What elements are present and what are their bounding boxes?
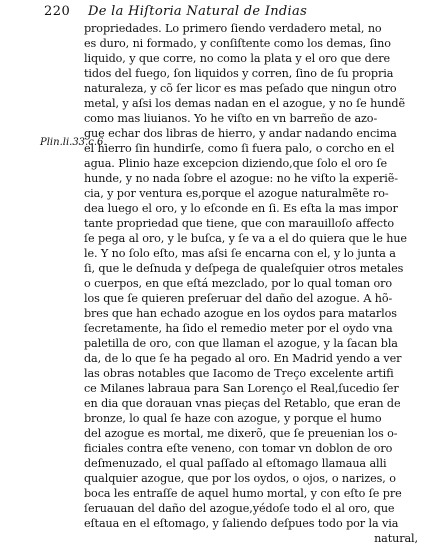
page-number: 220 [44,4,71,19]
text-line: ce Milanes labraua para San Lorenço el Real,ſucedio ſer [84,382,399,395]
text-line: ſe pega al oro, y le buſca, y ſe va a el do quiera que le hue [84,232,407,245]
text-line: hunde, y no nada ſobre el azogue: no he viſto la experiẽ- [84,172,398,185]
text-line: del azogue es mortal, me dixerõ, que ſe preuenian los o- [84,427,398,440]
text-line: le. Y no ſolo eſto, mas aſsi ſe encarna con el, y lo junta a [84,247,396,260]
text-line: como mas liuianos. Yo he viſto en vn barreño de azo- [84,112,378,125]
text-line: bres que han echado azogue en los oydos para matarlos [84,307,397,320]
running-title: De la Hiſtoria Natural de Indias [88,4,308,19]
text-line: eſtaua en el eſtomago, y ſaliendo deſpues todo por la via [84,517,399,530]
text-line: el hierro ſin hundirſe, como ſi fuera palo, o corcho en el [84,142,395,155]
text-line: cia, y por ventura es,porque el azogue naturalmẽte ro- [84,187,389,200]
text-line: da, de lo que ſe ha pegado al oro. En Madrid yendo a ver [84,352,402,365]
text-line: ſeruauan del daño del azogue,yédoſe todo el al oro, que [84,502,395,515]
text-line: los que ſe quieren preſeruar del daño del azogue. A hõ- [84,292,393,305]
text-line: agua. Plinio haze excepcion diziendo,que ſolo el oro ſe [84,157,388,170]
text-line: deſmenuzado, el qual paſſado al eſtomago llamaua alli [84,457,387,470]
text-line: tidos del fuego, ſon liquidos y corren, ſino de ſu propria [84,67,394,80]
text-line: naturaleza, y cõ ſer licor es mas peſado que ningun otro [84,82,397,95]
marginal-note: Plin.li.33.c.6. [40,137,107,148]
text-line: dea luego el oro, y lo eſconde en ſi. Es eſta la mas impor [84,202,398,215]
text-line: metal, y aſsi los demas nadan en el azogue, y no ſe hundẽ [84,97,406,110]
text-line: gue echar dos libras de hierro, y andar nadando encima [84,127,397,140]
text-line: es duro, ni formado, y conſiſtente como los demas, ſino [84,37,391,50]
text-line: qualquier azogue, que por los oydos, o ojos, o narizes, o [84,472,396,485]
catchword: natural, [374,532,418,545]
text-line: las obras notables que Iacomo de Treço excelente artifi [84,367,394,380]
text-line: liquido, y que corre, no como la plata y el oro que dere [84,52,390,65]
text-line: ficiales contra eſte veneno, con tomar vn doblon de oro [84,442,393,455]
text-line: propriedades. Lo primero ſiendo verdadero metal, no [84,22,382,35]
text-line: en dia que dorauan vnas pieças del Retablo, que eran de [84,397,401,410]
body-text [84,21,418,546]
text-line: tante propriedad que tiene, que con marauilloſo affecto [84,217,395,230]
text-line: paletilla de oro, con que llaman el azogue, y la ſacan bla [84,337,398,350]
text-line: bronze, lo qual ſe haze con azogue, y porque el humo [84,412,382,425]
text-line: ſecretamente, ha ſido el remedio meter por el oydo vna [84,322,393,335]
text-line: boca les entraſſe de aquel humo mortal, y con eſto ſe pre [84,487,402,500]
text-line: ſi, que le deſnuda y deſpega de qualeſquier otros metales [84,262,404,275]
text-line: o cuerpos, en que eſtá mezclado, por lo qual toman oro [84,277,393,290]
running-head [44,4,404,20]
